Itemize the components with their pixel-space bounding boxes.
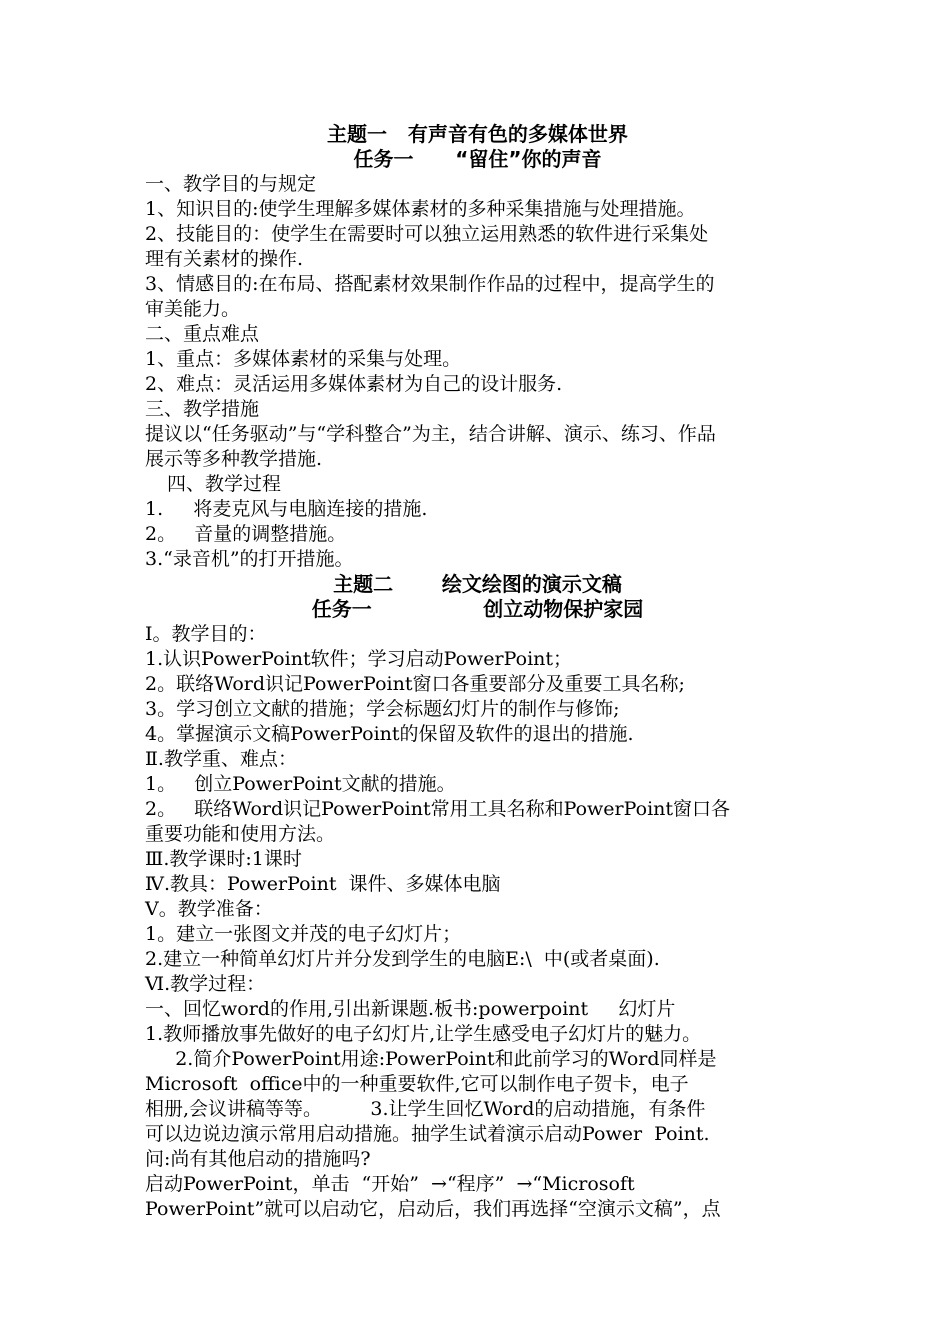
part2-line: 重要功能和使用方法。 xyxy=(145,823,336,845)
part4-heading: Ⅳ.教具：PowerPoint 课件、多媒体电脑 xyxy=(145,873,501,895)
section4-heading: 四、教学过程 xyxy=(167,473,282,495)
section4-line: 3.“录音机”的打开措施。 xyxy=(145,548,354,570)
part6-line: 2.简介PowerPoint用途:PowerPoint和此前学习的Word同样是 xyxy=(145,1048,717,1070)
section3-line: 提议以“任务驱动”与“学科整合”为主，结合讲解、演示、练习、作品 xyxy=(145,423,716,445)
section1-line: 1、知识目的:使学生理解多媒体素材的多种采集措施与处理措施。 xyxy=(145,198,696,220)
section1-line: 审美能力。 xyxy=(145,298,241,320)
part5-line: 2.建立一种简单幻灯片并分发到学生的电脑E:\ 中(或者桌面). xyxy=(145,948,660,970)
part5-heading: Ⅴ。教学准备： xyxy=(145,898,273,920)
theme2-title: 主题二 绘文绘图的演示文稿 xyxy=(333,572,622,596)
part6-line: 问:尚有其他启动的措施吗? xyxy=(145,1148,371,1170)
theme1-task-title: 任务一 “留住”你的声音 xyxy=(353,147,602,171)
section1-heading: 一、教学目的与规定 xyxy=(145,173,317,195)
section2-line: 2、难点：灵活运用多媒体素材为自己的设计服务. xyxy=(145,373,563,395)
part2-line: 1。 创立PowerPoint文献的措施。 xyxy=(145,773,456,795)
part1-line: 1.认识PowerPoint软件；学习启动PowerPoint； xyxy=(145,648,573,670)
part2-heading: Ⅱ.教学重、难点： xyxy=(145,748,297,770)
part6-line: 可以边说边演示常用启动措施。抽学生试着演示启动Power Point. xyxy=(145,1123,710,1145)
section4-line: 1. 将麦克风与电脑连接的措施. xyxy=(145,498,428,520)
theme2-task-title: 任务一 创立动物保护家园 xyxy=(311,597,644,621)
part1-line: 2。联络Word识记PowerPoint窗口各重要部分及重要工具名称; xyxy=(145,673,685,695)
part2-line: 2。 联络Word识记PowerPoint常用工具名称和PowerPoint窗口各 xyxy=(145,798,731,820)
part6-line: 一、回忆word的作用,引出新课题.板书:powerpoint 幻灯片 xyxy=(145,998,676,1020)
section3-line: 展示等多种教学措施. xyxy=(145,448,323,470)
part6-line: 相册,会议讲稿等等。 3.让学生回忆Word的启动措施，有条件 xyxy=(145,1098,706,1120)
section1-line: 3、情感目的:在布局、搭配素材效果制作作品的过程中，提高学生的 xyxy=(145,273,715,295)
section1-line: 理有关素材的操作. xyxy=(145,248,304,270)
section2-line: 1、重点：多媒体素材的采集与处理。 xyxy=(145,348,462,370)
part3-heading: Ⅲ.教学课时:1课时 xyxy=(145,848,302,870)
part1-line: 4。掌握演示文稿PowerPoint的保留及软件的退出的措施. xyxy=(145,723,634,745)
part6-line: Microsoft office中的一种重要软件,它可以制作电子贺卡，电子 xyxy=(145,1073,689,1095)
part1-line: 3。学习创立文献的措施；学会标题幻灯片的制作与修饰; xyxy=(145,698,620,720)
section2-heading: 二、重点难点 xyxy=(145,323,260,345)
part5-line: 1。建立一张图文并茂的电子幻灯片； xyxy=(145,923,462,945)
part6-line: 启动PowerPoint，单击 “开始” →“程序” →“Microsoft xyxy=(145,1173,635,1195)
document-page xyxy=(145,122,810,1222)
part6-line: PowerPoint”就可以启动它，启动后，我们再选择“空演示文稿”，点 xyxy=(145,1198,721,1220)
section3-heading: 三、教学措施 xyxy=(145,398,260,420)
section1-line: 2、技能目的：使学生在需要时可以独立运用熟悉的软件进行采集处 xyxy=(145,223,709,245)
part6-line: 1.教师播放事先做好的电子幻灯片,让学生感受电子幻灯片的魅力。 xyxy=(145,1023,702,1045)
theme1-title: 主题一 有声音有色的多媒体世界 xyxy=(327,122,628,146)
part1-heading: Ⅰ。教学目的： xyxy=(145,623,267,645)
part6-heading: Ⅵ.教学过程： xyxy=(145,973,266,995)
section4-line: 2。 音量的调整措施。 xyxy=(145,523,347,545)
